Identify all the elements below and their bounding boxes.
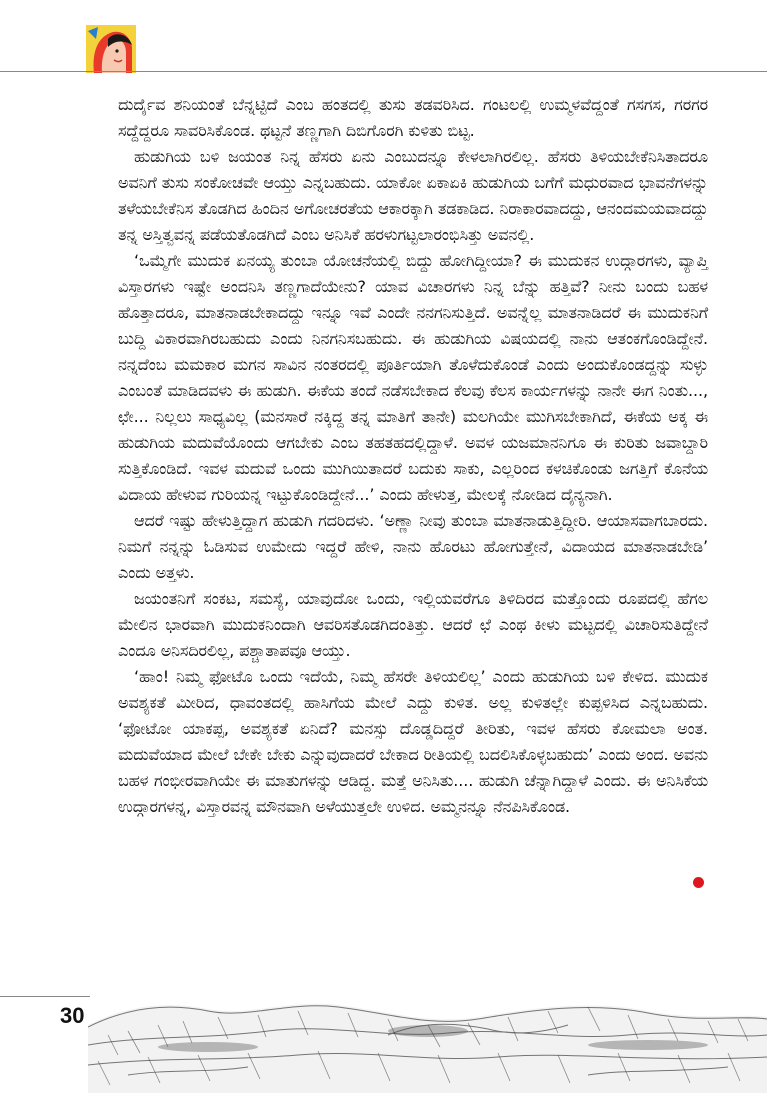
footer-sketch-icon — [88, 995, 767, 1093]
story-paragraph: ‘ಒಮ್ಮೆಗೇ ಮುದುಕ ಏನಯ್ಯ ತುಂಬಾ ಯೋಚನೆಯಲ್ಲಿ ಬಿದ್ದು ಹೋಗಿದ್ದೀಯಾ? ಈ ಮುದುಕನ ಉದ್ಗಾರಗಳು, ವ್ಯಾಪ್ತಿ ವಿಸ್ತಾರಗಳು ಇಷ್ಟೇ ಅಂದನಿಸಿ ತಣ್ಣಗಾದೆಯೇನು? ಯಾವ ವಿಚಾರಗಳು ನಿನ್ನ ಬೆನ್ನು ಹತ್ತಿವೆ? ನೀನು ಬಂದು ಬಹಳ ಹೊತ್ತಾದರೂ, ಮಾತನಾಡಬೇಕಾದದ್ದು ಇನ್ನೂ ಇವೆ ಎಂದೇ ನನಗನಿಸುತ್ತಿದೆ. ಅವನ್ನೆಲ್ಲ ಮಾತನಾಡಿದರೆ ಈ ಮುದುಕನಿಗೆ ಬುದ್ದಿ ವಿಕಾರವಾಗಿರಬಹುದು ಎಂದು ನಿನಗನಿಸಬಹುದು. ಈ ಹುಡುಗಿಯ ವಿಷಯದಲ್ಲಿ ನಾನು ಆತಂಕಗೊಂಡಿದ್ದೇನೆ. ನನ್ನದೆಂಬ ಮಮಕಾರ ಮಗನ ಸಾವಿನ ನಂತರದಲ್ಲಿ ಪೂರ್ತಿಯಾಗಿ ತೊಳೆದುಕೊಂಡೆ ಎಂದು ಅಂದುಕೊಂಡದ್ದನ್ನು ಸುಳ್ಳು ಎಂಬಂತೆ ಮಾಡಿದವಳು ಈ ಹುಡುಗಿ. ಈಕೆಯ ತಂದೆ ನಡೆಸಬೇಕಾದ ಕೆಲವು ಕೆಲಸ ಕಾರ್ಯಗಳನ್ನು ನಾನೇ ಈಗ ನಿಂತು..., ಛೇ... ನಿಲ್ಲಲು ಸಾಧ್ಯವಿಲ್ಲ (ಮನಸಾರೆ ನಕ್ಕಿದ್ದ ತನ್ನ ಮಾತಿಗೆ ತಾನೇ) ಮಲಗಿಯೇ ಮುಗಿಸಬೇಕಾಗಿದೆ, ಈಕೆಯ ಅಕ್ಕ ಈ ಹುಡುಗಿಯ ಮದುವೆಯೊಂದು ಆಗಬೇಕು ಎಂಬ ತಹತಹದಲ್ಲಿದ್ದಾಳೆ. ಅವಳ ಯಜಮಾನನಿಗೂ ಈ ಕುರಿತು ಜವಾಬ್ದಾರಿ ಸುತ್ತಿಕೊಂಡಿದೆ. ಇವಳ ಮದುವೆ ಒಂದು ಮುಗಿಯಿತಾದರೆ ಬದುಕು ಸಾಕು, ಎಲ್ಲರಿಂದ ಕಳಚಿಕೊಂಡು ಜಗತ್ತಿಗೆ ಕೊನೆಯ ವಿದಾಯ ಹೇಳುವ ಗುರಿಯನ್ನ ಇಟ್ಟುಕೊಂಡಿದ್ದೇನೆ...’ ಎಂದು ಹೇಳುತ್ತ, ಮೇಲಕ್ಕೆ ನೋಡಿದ ದೈನ್ಯನಾಗಿ. — [118, 251, 708, 504]
story-body — [118, 92, 708, 820]
footer-rule — [0, 996, 90, 997]
magazine-logo-icon — [86, 25, 136, 73]
story-paragraph: ದುರ್ದೈವ ಶನಿಯಂತೆ ಬೆನ್ನಟ್ಟಿದೆ ಎಂಬ ಹಂತದಲ್ಲಿ ತುಸು ತಡವರಿಸಿದ. ಗಂಟಲಲ್ಲಿ ಉಮ್ಮಳವೆದ್ದಂತೆ ಗಸಗಸ, ಗರಗರ ಸದ್ದೆದ್ದರೂ ಸಾವರಿಸಿಕೊಂಡ. ಥಟ್ಟನೆ ತಣ್ಣಗಾಗಿ ದಿಬಿಗೊರಗಿ ಕುಳಿತು ಬಿಟ್ಟ. — [118, 95, 708, 140]
end-marker-icon — [693, 877, 704, 888]
page-number: 30 — [60, 1003, 85, 1028]
story-paragraph: ‘ಹಾಂ! ನಿಮ್ಮ ಫೋಟೊ ಒಂದು ಇದೆಯೆ, ನಿಮ್ಮ ಹೆಸರೇ ತಿಳಿಯಲಿಲ್ಲ’ ಎಂದು ಹುಡುಗಿಯ ಬಳಿ ಕೇಳಿದ. ಮುದುಕ ಅವಶ್ಯಕತೆ ಮೀರಿದ, ಧಾವಂತದಲ್ಲಿ ಹಾಸಿಗೆಯ ಮೇಲೆ ಎದ್ದು ಕುಳಿತ. ಅಲ್ಲ ಕುಳಿತಲ್ಲೇ ಕುಪ್ಪಳಿಸಿದ ಎನ್ನಬಹುದು. ‘ಫೋಟೋ ಯಾಕಪ್ಪ, ಅವಶ್ಯಕತೆ ಏನಿದೆ? ಮನಸ್ಸು ದೊಡ್ಡದಿದ್ದರೆ ತೀರಿತು, ಇವಳ ಹೆಸರು ಕೋಮಲಾ ಅಂತ. ಮದುವೆಯಾದ ಮೇಲೆ ಬೇಕೇ ಬೇಕು ಎನ್ನುವುದಾದರೆ ಬೇಕಾದ ರೀತಿಯಲ್ಲಿ ಬದಲಿಸಿಕೊಳ್ಳಬಹುದು’ ಎಂದು ಅಂದ. ಅವನು ಬಹಳ ಗಂಭೀರವಾಗಿಯೇ ಈ ಮಾತುಗಳನ್ನು ಆಡಿದ್ದ. ಮತ್ತೆ ಅನಿಸಿತು.... ಹುಡುಗಿ ಚೆನ್ನಾಗಿದ್ದಾಳೆ ಎಂದು. ಈ ಅನಿಸಿಕೆಯ ಉದ್ಗಾರಗಳನ್ನ, ವಿಸ್ತಾರವನ್ನ ಮೌನವಾಗಿ ಅಳೆಯುತ್ತಲೇ ಉಳಿದ. ಅಮ್ಮನನ್ನೂ ನೆನಪಿಸಿಕೊಂಡ. — [118, 667, 708, 816]
story-paragraph: ಜಯಂತನಿಗೆ ಸಂಕಟ, ಸಮಸ್ಯೆ, ಯಾವುದೋ ಒಂದು, ಇಲ್ಲಿಯವರೆಗೂ ತಿಳಿದಿರದ ಮತ್ತೊಂದು ರೂಪದಲ್ಲಿ ಹೆಗಲ ಮೇಲಿನ ಭಾರವಾಗಿ ಮುದುಕನಿಂದಾಗಿ ಆವರಿಸತೊಡಗಿದಂತಿತ್ತು. ಆದರೆ ಛೆ ಎಂಥ ಕೀಳು ಮಟ್ಟದಲ್ಲಿ ವಿಚಾರಿಸುತಿದ್ದೇನೆ ಎಂದೂ ಅನಿಸದಿರಲಿಲ್ಲ, ಪಶ್ಚಾತಾಪವೂ ಆಯ್ತು. — [118, 589, 708, 660]
story-paragraph: ಆದರೆ ಇಷ್ಟು ಹೇಳುತ್ತಿದ್ದಾಗ ಹುಡುಗಿ ಗದರಿದಳು. ‘ಅಣ್ಣಾ ನೀವು ತುಂಬಾ ಮಾತನಾಡುತ್ತಿದ್ದೀರಿ. ಆಯಾಸವಾಗಬಾರದು. ನಿಮಗೆ ನನ್ನನ್ನು ಓಡಿಸುವ ಉಮೇದು ಇದ್ದರೆ ಹೇಳಿ, ನಾನು ಹೊರಟು ಹೋಗುತ್ತೇನೆ, ವಿದಾಯದ ಮಾತನಾಡಬೇಡಿ’ ಎಂದು ಅತ್ತಳು. — [118, 511, 708, 582]
header-rule — [0, 71, 767, 72]
story-paragraph: ಹುಡುಗಿಯ ಬಳಿ ಜಯಂತ ನಿನ್ನ ಹೆಸರು ಏನು ಎಂಬುದನ್ನೂ ಕೇಳಲಾಗಿರಲಿಲ್ಲ. ಹೆಸರು ತಿಳಿಯಬೇಕೆನಿಸಿತಾದರೂ ಅವನಿಗೆ ತುಸು ಸಂಕೋಚವೇ ಆಯ್ತು ಎನ್ನಬಹುದು. ಯಾಕೋ ಏಕಾಏಕಿ ಹುಡುಗಿಯ ಬಗೆಗೆ ಮಧುರವಾದ ಭಾವನೆಗಳನ್ನು ತಳೆಯಬೇಕೆನಿಸ ತೊಡಗಿದ ಹಿಂದಿನ ಅಗೋಚರತೆಯ ಆಕಾರಕ್ಕಾಗಿ ತಡಕಾಡಿದ. ನಿರಾಕಾರವಾದದ್ದು, ಆನಂದಮಯವಾದದ್ದು ತನ್ನ ಅಸ್ತಿತ್ವವನ್ನ ಪಡೆಯತೊಡಗಿದೆ ಎಂಬ ಅನಿಸಿಕೆ ಹರಳುಗಟ್ಟಲಾರಂಭಿಸಿತ್ತು ಅವನಲ್ಲಿ. — [118, 147, 708, 244]
